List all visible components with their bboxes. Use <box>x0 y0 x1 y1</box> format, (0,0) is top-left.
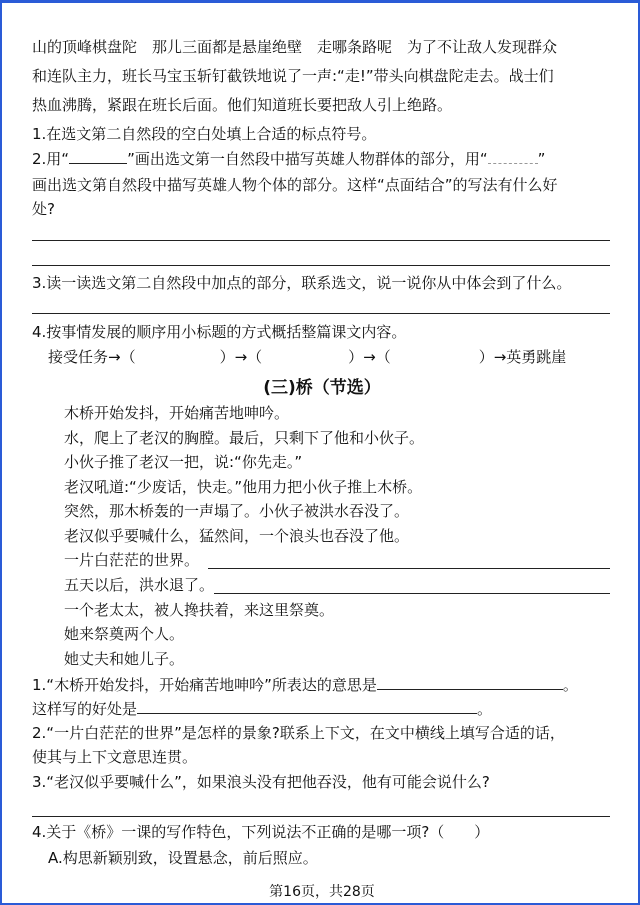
answer-line[interactable] <box>32 240 610 241</box>
answer-line[interactable] <box>32 816 610 817</box>
bridge-line: 她丈夫和她儿子。 <box>64 650 185 668</box>
bridge-question-1-line1 <box>32 675 578 695</box>
fill-in-line[interactable] <box>214 593 610 594</box>
bridge-line: 她来祭奠两个人。 <box>64 625 185 643</box>
sequence-arrow: ）→（ <box>219 348 263 366</box>
question-2-line2: 画出选文第自然段中描写英雄人物个体的部分。这样“点面结合”的写法有什么好 <box>32 176 558 194</box>
bridge-line: 水，爬上了老汉的胸膛。最后，只剩下了他和小伙子。 <box>64 429 425 447</box>
fill-in-line[interactable] <box>137 699 477 714</box>
passage-line: 热血沸腾，紧跟在班长后面。他们知道班长要把敌人引上绝路。 <box>32 96 453 114</box>
answer-line[interactable] <box>32 313 610 314</box>
bridge-question-4: 4.关于《桥》一课的写作特色，下列说法不正确的是哪一项?（ ） <box>32 823 490 841</box>
question-2-text-a: 2.用“ <box>32 150 70 168</box>
straight-line-sample <box>69 149 127 164</box>
wavy-line-sample <box>488 149 538 164</box>
answer-line[interactable] <box>32 265 610 266</box>
question-4: 4.按事情发展的顺序用小标题的方式概括整篇课文内容。 <box>32 323 407 341</box>
fill-in-line[interactable] <box>208 568 610 569</box>
question-3: 3.读一读选文第二自然段中加点的部分，联系选文，说一说你从中体会到了什么。 <box>32 274 572 292</box>
bridge-line: 五天以后，洪水退了。 <box>64 576 215 594</box>
option-a: A.构思新颖别致，设置悬念，前后照应。 <box>48 849 318 867</box>
question-2-text-b: ”画出选文第一自然段中描写英雄人物群体的部分，用“ <box>127 150 488 168</box>
period: 。 <box>562 676 578 694</box>
fill-in-line[interactable] <box>377 675 563 690</box>
question-2-text-c: ” <box>537 150 546 168</box>
bridge-line: 木桥开始发抖，开始痛苦地呻吟。 <box>64 404 290 422</box>
sequence-arrow: ）→（ <box>348 348 391 366</box>
passage-line: 山的顶峰棋盘陀 那儿三面都是悬崖绝壁 走哪条路呢 为了不让敌人发现群众 <box>32 38 558 56</box>
question-2-line3: 处? <box>32 200 55 218</box>
bridge-line: 老汉似乎要喊什么，猛然间，一个浪头也吞没了他。 <box>64 527 410 545</box>
sequence-row <box>48 347 566 367</box>
sequence-end: ）→英勇跳崖 <box>478 348 567 366</box>
bridge-question-2-line1: 2.“一片白茫茫的世界”是怎样的景象?联系上下文，在文中横线上填写合适的话， <box>32 724 565 742</box>
bridge-line: 一片白茫茫的世界。 <box>64 551 200 569</box>
bridge-question-3: 3.“老汉似乎要喊什么”，如果浪头没有把他吞没，他有可能会说什么? <box>32 773 490 791</box>
passage-line: 和连队主力，班长马宝玉斩钉截铁地说了一声:“走!”带头向棋盘陀走去。战士们 <box>32 67 554 85</box>
sequence-start: 接受任务→（ <box>48 348 136 366</box>
bridge-line: 老汉吼道:“少废话，快走。”他用力把小伙子推上木桥。 <box>64 478 423 496</box>
bridge-line: 一个老太太，被人搀扶着，来这里祭奠。 <box>64 601 335 619</box>
question-1: 1.在选文第二自然段的空白处填上合适的标点符号。 <box>32 125 377 143</box>
bridge-question-1-line2 <box>32 699 492 719</box>
period: 。 <box>477 700 493 718</box>
page-number: 第16页，共28页 <box>269 884 375 900</box>
bridge-line: 突然，那木桥轰的一声塌了。小伙子被洪水吞没了。 <box>64 502 410 520</box>
section-title: (三)桥（节选） <box>263 378 381 398</box>
bridge-line: 小伙子推了老汉一把，说:“你先走。” <box>64 453 303 471</box>
question-2-line1 <box>32 149 545 169</box>
bridge-question-1-text: 这样写的好处是 <box>32 700 138 718</box>
bridge-question-2-line2: 使其与上下文意思连贯。 <box>32 748 198 766</box>
bridge-question-1-text: 1.“木桥开始发抖，开始痛苦地呻吟”所表达的意思是 <box>32 676 377 694</box>
